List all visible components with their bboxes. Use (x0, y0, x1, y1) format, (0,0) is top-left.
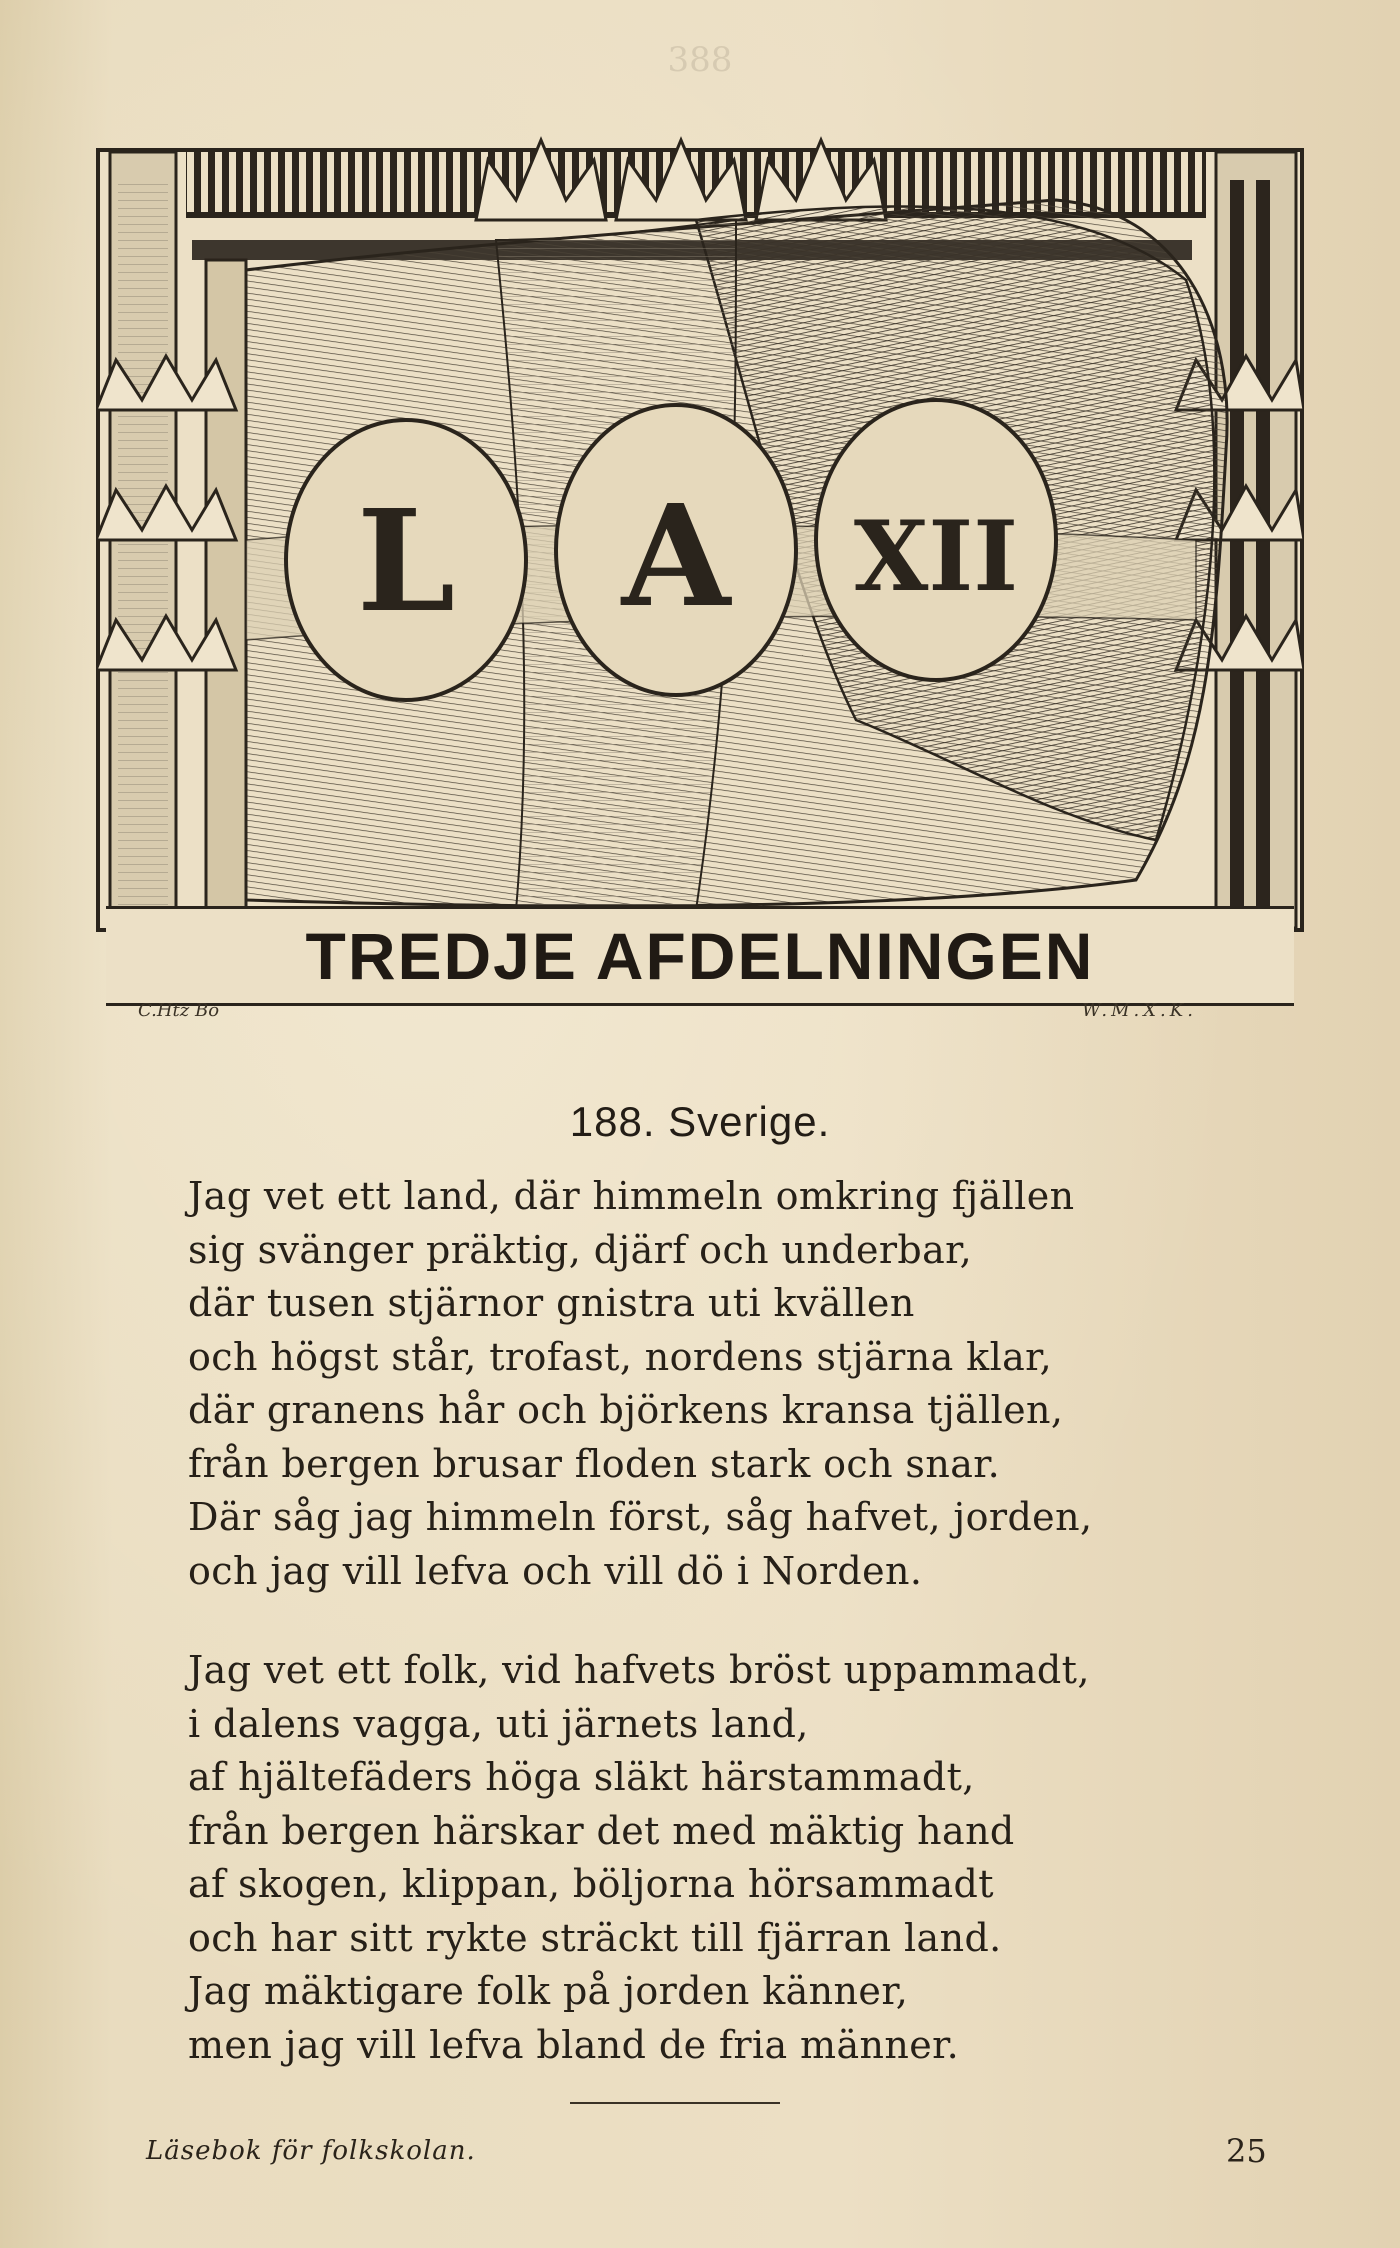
poem-line: från bergen härskar det med mäktig hand (188, 1808, 1015, 1853)
end-rule-divider (570, 2102, 780, 2104)
poem-line: Jag vet ett land, där himmeln omkring fjällen (188, 1174, 1075, 1218)
poem-line: Där såg jag himmeln först, såg hafvet, jorden, (188, 1495, 1093, 1539)
poem-line: i dalens vagga, uti järnets land, (188, 1701, 809, 1746)
monogram-letter-2: A (621, 475, 731, 639)
flag-engraving (96, 120, 1304, 1020)
poem-line: af skogen, klippan, böljorna hörsammadt (188, 1862, 994, 1906)
poem-line: af hjältefäders höga släkt härstammadt, (188, 1755, 975, 1799)
poem-line: Jag vet ett folk, vid hafvets bröst uppammadt, (188, 1648, 1090, 1692)
bleed-through-page-number: 388 (667, 40, 733, 80)
poem-line: där tusen stjärnor gnistra uti kvällen (188, 1281, 915, 1325)
header-ornament (96, 120, 1304, 1020)
engraver-signature-right: W.M.X.K. (1082, 1000, 1197, 1021)
poem-line: men jag vill lefva bland de fria männer. (188, 2022, 960, 2067)
section-banner-title: TREDJE AFDELNINGEN (106, 906, 1294, 1006)
engraver-signature-left: C.Htz Bo (138, 1000, 220, 1021)
poem-title: 188. Sverige. (569, 1098, 831, 1145)
poem-line: och högst står, trofast, nordens stjärna klar, (188, 1334, 1053, 1379)
book-title-footer: Läsebok för folkskolan. (146, 2136, 476, 2166)
monogram-letter-3: XII (853, 500, 1019, 613)
poem-stanza-2 (188, 1644, 1090, 2072)
poem-stanza-1 (188, 1170, 1092, 1598)
poem-line: där granens hår och björkens kransa tjällen, (188, 1388, 1064, 1432)
poem-line: från bergen brusar floden stark och snar. (188, 1441, 1001, 1486)
monogram-letter-1: L (356, 480, 456, 644)
poem-line: och har sitt rykte sträckt till fjärran land. (188, 1915, 1002, 1960)
page-number: 25 (1226, 2132, 1267, 2170)
poem-line: Jag mäktigare folk på jorden känner, (188, 1969, 909, 2013)
poem-line: och jag vill lefva och vill dö i Norden. (188, 1548, 923, 1593)
poem-line: sig svänger präktig, djärf och underbar, (188, 1227, 973, 1272)
